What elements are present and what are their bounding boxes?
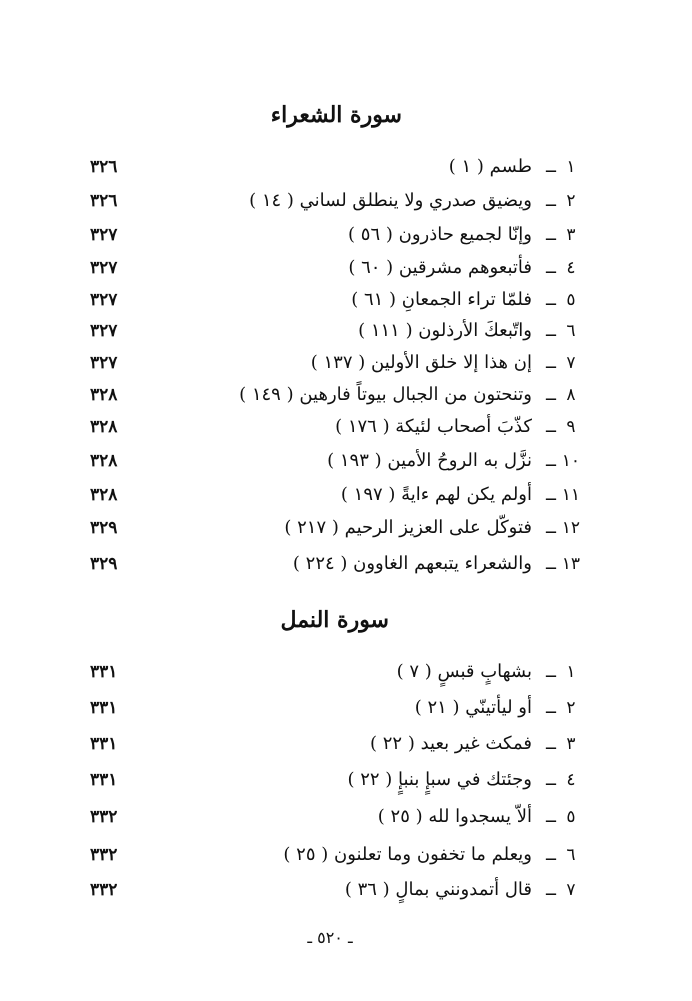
section-title-naml: سورة النمل (280, 607, 389, 633)
page-number: ٣٣٢ (90, 845, 118, 865)
entry-dash: ــ (546, 485, 556, 505)
page-number: ٣٢٧ (90, 353, 118, 373)
entry-dash: ــ (546, 734, 556, 754)
entry-dash: ــ (546, 880, 556, 900)
verse-text: فمكث غير بعيد ( ٢٢ ) (370, 733, 532, 754)
verse-text: والشعراء يتبعهم الغاوون ( ٢٢٤ ) (292, 553, 532, 574)
entry-dash: ــ (546, 385, 556, 405)
page-number: ٣٢٨ (90, 451, 118, 471)
page-number: ٣٣١ (90, 662, 118, 682)
list-item (90, 729, 580, 759)
entry-dash: ــ (546, 353, 556, 373)
entry-number: ٤ (566, 770, 576, 790)
page-folio: ـ ٥٢٠ ـ (307, 928, 353, 947)
page-number: ٣٢٧ (90, 321, 118, 341)
entry-dash: ــ (546, 191, 556, 211)
page-number: ٣٢٧ (90, 258, 118, 278)
list-item (90, 657, 580, 687)
entry-dash: ــ (546, 698, 556, 718)
entry-dash: ــ (546, 554, 556, 574)
list-item (90, 186, 580, 216)
entry-number: ١ (566, 662, 576, 682)
verse-text: بشهابٍ قبسٍ ( ٧ ) (396, 661, 532, 682)
entry-number: ٤ (566, 258, 576, 278)
page-number: ٣٢٧ (90, 225, 118, 245)
page-number: ٣٢٩ (90, 518, 118, 538)
entry-number: ٥ (566, 807, 576, 827)
list-item (90, 513, 580, 543)
entry-number: ٧ (566, 353, 576, 373)
list-item (90, 380, 580, 410)
entry-number: ٣ (566, 734, 576, 754)
list-item (90, 316, 580, 346)
verse-text: فأتبعوهم مشرقين ( ٦٠ ) (348, 257, 532, 278)
entry-dash: ــ (546, 807, 556, 827)
page-number: ٣٣٢ (90, 807, 118, 827)
page-number: ٣٢٩ (90, 554, 118, 574)
page-number: ٣٣١ (90, 770, 118, 790)
section-title-shuara: سورة الشعراء (270, 102, 402, 128)
verse-text: طسم ( ١ ) (448, 156, 532, 177)
verse-text: واتّبعكَ الأرذلون ( ١١١ ) (358, 320, 532, 341)
list-item (90, 875, 580, 905)
entry-number: ١٢ (561, 518, 580, 538)
page-number: ٣٢٦ (90, 191, 118, 211)
entry-number: ١ (566, 157, 576, 177)
verse-text: ويعلم ما تخفون وما تعلنون ( ٢٥ ) (283, 844, 532, 865)
verse-text: فلمّا تراء الجمعانِ ( ٦١ ) (351, 289, 532, 310)
verse-text: ويضيق صدري ولا ينطلق لساني ( ١٤ ) (249, 190, 532, 211)
entry-number: ٣ (566, 225, 576, 245)
list-item (90, 253, 580, 283)
entry-number: ١٠ (561, 451, 580, 471)
entry-number: ٢ (566, 698, 576, 718)
entry-number: ٧ (566, 880, 576, 900)
list-item (90, 480, 580, 510)
page-number: ٣٣٢ (90, 880, 118, 900)
entry-dash: ــ (546, 258, 556, 278)
entry-number: ٨ (566, 385, 576, 405)
list-item (90, 840, 580, 870)
verse-text: إن هذا إلا خلق الأولين ( ١٣٧ ) (310, 352, 532, 373)
entry-number: ٥ (566, 290, 576, 310)
entry-dash: ــ (546, 225, 556, 245)
entry-dash: ــ (546, 451, 556, 471)
entry-dash: ــ (546, 662, 556, 682)
list-item (90, 446, 580, 476)
verse-text: وإنّا لجميع حاذرون ( ٥٦ ) (348, 224, 532, 245)
verse-text: وجئتك في سبإٍ بنبإٍ ( ٢٢ ) (347, 769, 532, 790)
entry-dash: ــ (546, 770, 556, 790)
entry-number: ٦ (566, 845, 576, 865)
verse-text: نزَّل به الروحُ الأمين ( ١٩٣ ) (327, 450, 532, 471)
list-item (90, 220, 580, 250)
page-number: ٣٣١ (90, 734, 118, 754)
entry-dash: ــ (546, 157, 556, 177)
page-number: ٣٣١ (90, 698, 118, 718)
entry-number: ١١ (561, 485, 580, 505)
page-number: ٣٢٧ (90, 290, 118, 310)
entry-number: ٢ (566, 191, 576, 211)
verse-text: قال أتمدونني بمالٍ ( ٣٦ ) (344, 879, 532, 900)
entry-number: ٩ (566, 417, 576, 437)
verse-text: أولم يكن لهم ءايةً ( ١٩٧ ) (340, 484, 532, 505)
list-item (90, 152, 580, 182)
entry-dash: ــ (546, 518, 556, 538)
list-item (90, 802, 580, 832)
list-item (90, 285, 580, 315)
verse-text: أو ليأتينّي ( ٢١ ) (414, 697, 532, 718)
entry-dash: ــ (546, 845, 556, 865)
list-item (90, 693, 580, 723)
verse-text: كذّبَ أصحاب لئيكة ( ١٧٦ ) (335, 416, 532, 437)
list-item (90, 348, 580, 378)
entry-dash: ــ (546, 290, 556, 310)
entry-number: ١٣ (561, 554, 580, 574)
entry-dash: ــ (546, 417, 556, 437)
entry-number: ٦ (566, 321, 576, 341)
verse-text: وتنحتون من الجبال بيوتاً فارهين ( ١٤٩ ) (239, 384, 532, 405)
page-number: ٣٢٨ (90, 385, 118, 405)
page-number: ٣٢٦ (90, 157, 118, 177)
page-number: ٣٢٨ (90, 417, 118, 437)
verse-text: ألاّ يسجدوا لله ( ٢٥ ) (377, 806, 532, 827)
list-item (90, 765, 580, 795)
list-item (90, 549, 580, 579)
list-item (90, 412, 580, 442)
page-number: ٣٢٨ (90, 485, 118, 505)
verse-text: فتوكّل على العزيز الرحيم ( ٢١٧ ) (284, 517, 532, 538)
entry-dash: ــ (546, 321, 556, 341)
